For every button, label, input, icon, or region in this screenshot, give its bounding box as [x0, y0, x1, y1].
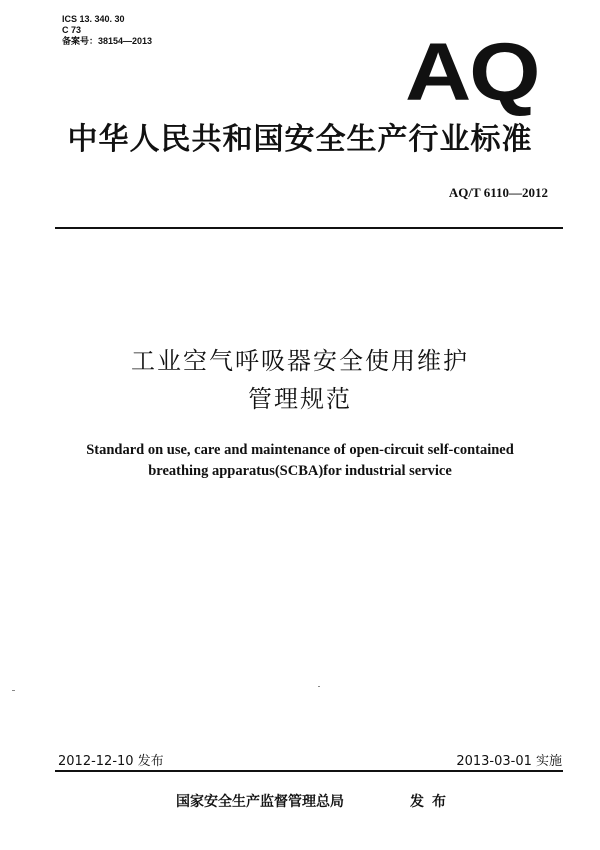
ccs-code: C 73: [62, 25, 82, 35]
issue-date: 2012-12-10 发布: [58, 754, 164, 769]
standard-number: AQ/T 6110—2012: [448, 185, 548, 200]
scan-speck: [12, 690, 15, 691]
english-title-line-1: Standard on use, care and maintenance of open-circuit self-contained: [86, 442, 514, 458]
chinese-title-line-1: 工业空气呼吸器安全使用维护: [131, 347, 469, 375]
top-divider: [55, 227, 563, 229]
ics-code: ICS 13. 340. 30: [62, 14, 125, 24]
bottom-divider: [55, 770, 563, 772]
scan-speck: [318, 686, 320, 687]
publish-label: 发布: [410, 794, 454, 810]
standard-category-title: 中华人民共和国安全生产行业标准: [67, 122, 533, 157]
publisher-name: 国家安全生产监督管理总局: [176, 794, 344, 810]
classification-block: [62, 14, 152, 47]
aq-logo: AQ: [405, 27, 539, 118]
english-title-line-2: breathing apparatus(SCBA)for industrial service: [148, 463, 452, 479]
chinese-title-line-2: 管理规范: [248, 385, 352, 413]
filing-number: 备案号：38154—2013: [62, 36, 153, 46]
effective-date: 2013-03-01 实施: [456, 754, 562, 769]
